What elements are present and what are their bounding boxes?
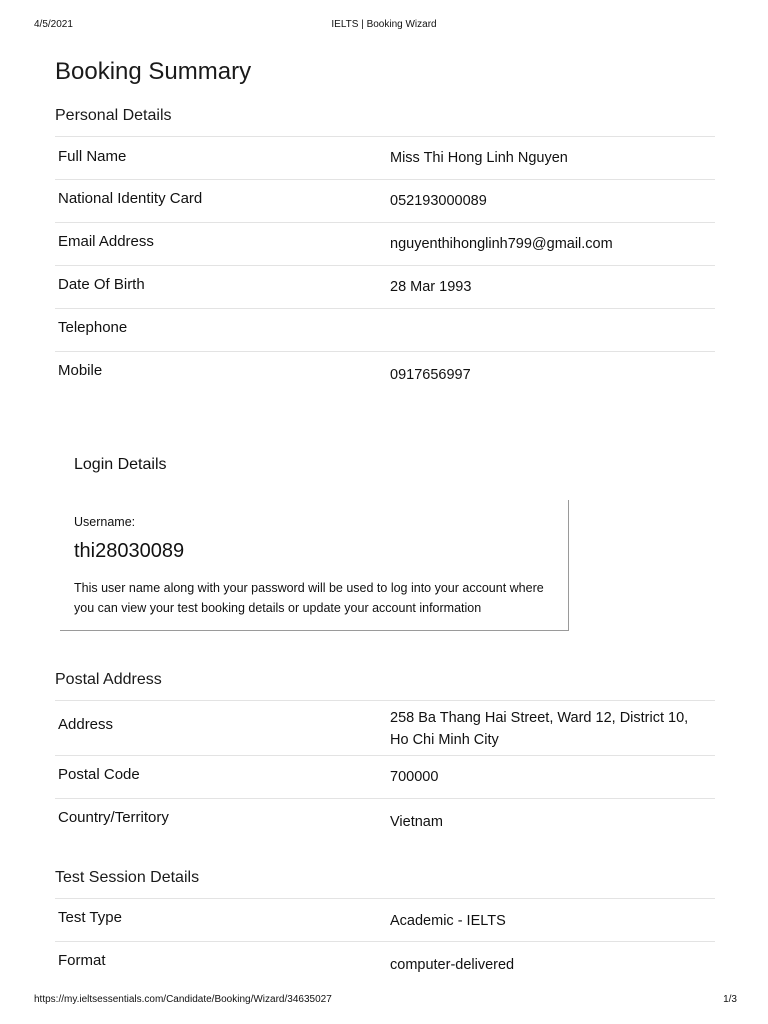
row-label: Postal Code [58,766,140,783]
postal-address-table [55,700,715,841]
table-row [55,799,715,841]
table-row [55,352,715,394]
table-row [55,266,715,309]
table-row [55,701,715,756]
username-value: thi28030089 [74,540,185,562]
row-label: National Identity Card [58,190,203,207]
print-title: IELTS | Booking Wizard [331,19,437,30]
row-label: Full Name [58,148,127,165]
login-details-heading: Login Details [74,456,167,473]
personal-details-heading: Personal Details [55,107,172,124]
row-label: Format [58,952,106,969]
table-row [55,137,715,180]
table-row [55,942,715,984]
row-value: Vietnam [390,814,443,830]
row-label: Country/Territory [58,809,169,826]
table-row [55,309,715,352]
row-label: Address [58,716,114,733]
page-title: Booking Summary [55,58,252,85]
table-row [55,899,715,942]
table-row [55,756,715,799]
table-row [55,180,715,223]
row-label: Mobile [58,362,103,379]
row-value: Miss Thi Hong Linh Nguyen [390,150,568,166]
print-url: https://my.ieltsessentials.com/Candidate/Booking/Wizard/34635027 [34,994,332,1005]
row-value: 28 Mar 1993 [390,279,472,295]
row-value: 258 Ba Thang Hai Street, Ward 12, District 10, Ho Chi Minh City [390,710,689,748]
row-value: computer-delivered [390,957,515,973]
row-value: nguyenthihonglinh799@gmail.com [390,236,613,252]
row-label: Telephone [58,319,128,336]
row-label: Date Of Birth [58,276,145,293]
row-value: 700000 [390,769,439,785]
row-label: Test Type [58,909,122,926]
row-value: Academic - IELTS [390,913,506,929]
test-session-heading: Test Session Details [55,869,200,886]
login-details-box [60,500,569,631]
test-session-table [55,898,715,984]
personal-details-table [55,136,715,394]
print-page-number: 1/3 [723,994,737,1005]
username-note: This user name along with your password will be used to log into your account where you can view your test booking details or update your account information [74,581,544,615]
row-value: 052193000089 [390,193,487,209]
postal-address-heading: Postal Address [55,671,162,688]
print-date: 4/5/2021 [34,19,73,30]
row-label: Email Address [58,233,154,250]
row-value: 0917656997 [390,367,471,383]
table-row [55,223,715,266]
username-label: Username: [74,515,136,529]
